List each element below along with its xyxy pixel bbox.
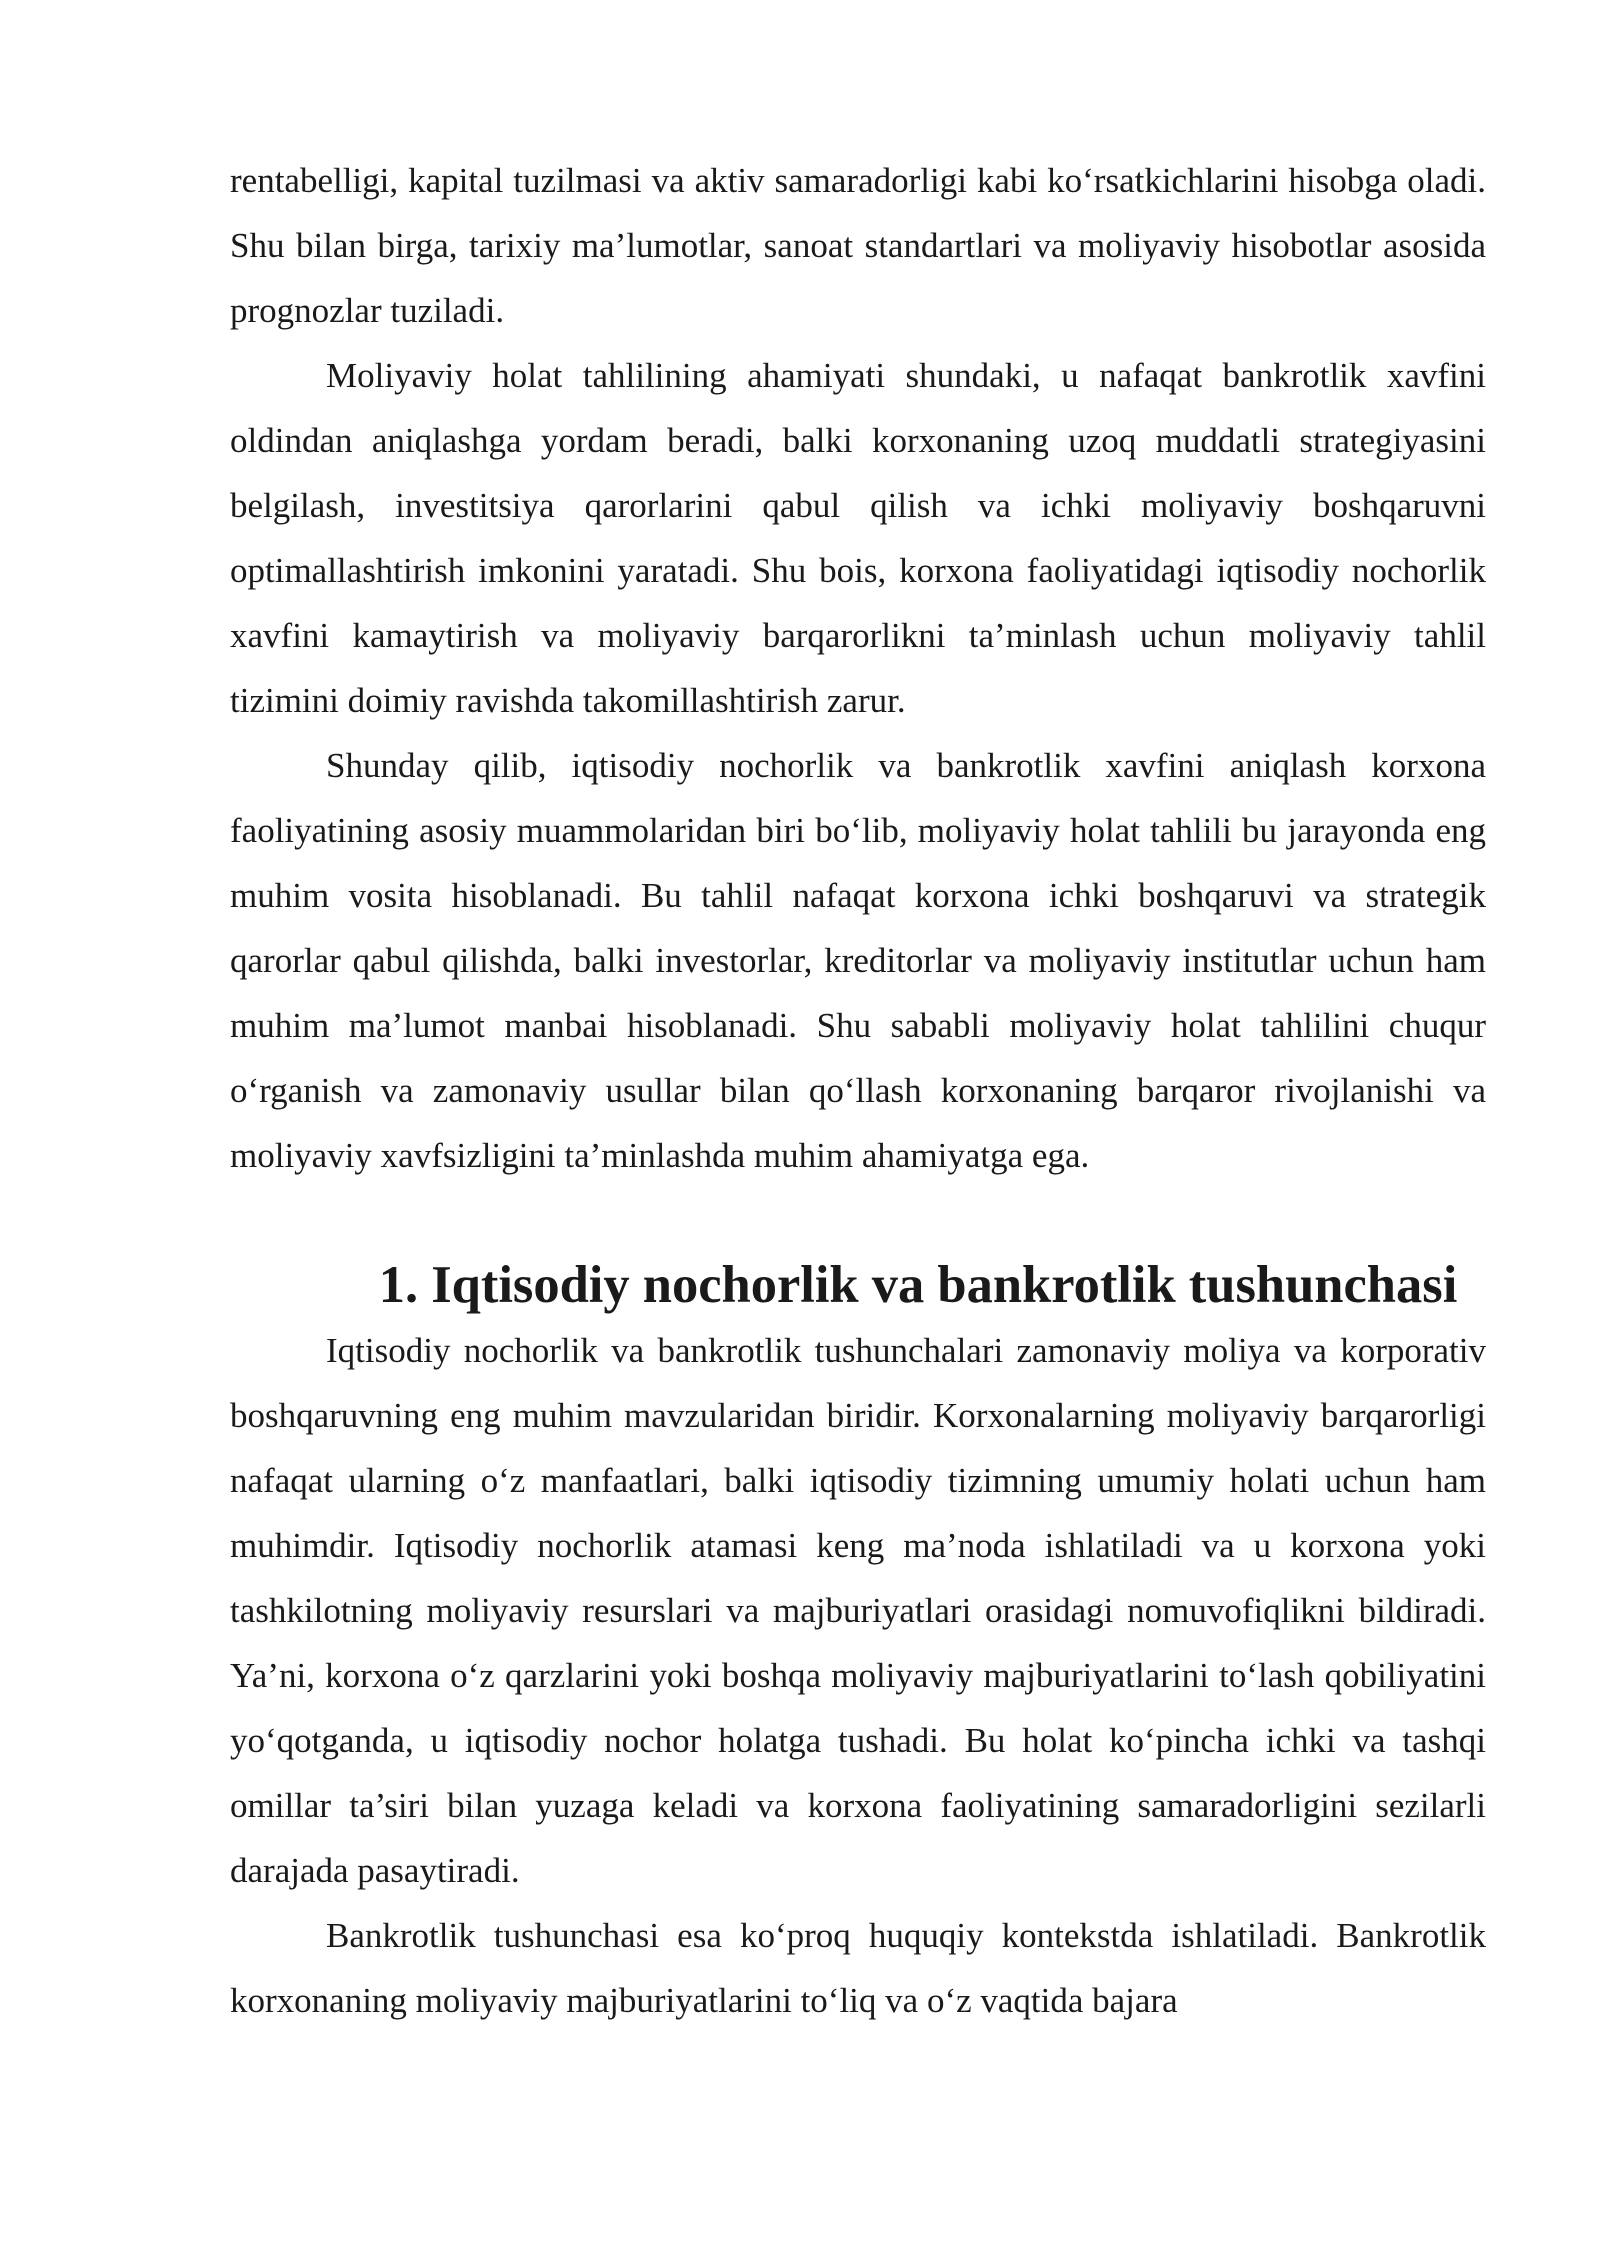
document-page: [230, 148, 1486, 2033]
paragraph-insolvency-definition: Iqtisodiy nochorlik va bankrotlik tushunchalari zamonaviy moliya va korporativ boshqaruvning eng muhim mavzularidan biridir. Korxonalarning moliyaviy barqarorligi nafaqat ularning o‘z manfaatlari, balki iqtisodiy tizimning umumiy holati uchun ham muhimdir. Iqtisodiy nochorlik atamasi keng ma’noda ishlatiladi va u korxona yoki tashkilotning moliyaviy resurslari va majburiyatlari orasidagi nomuvofiqlikni bildiradi. Ya’ni, korxona o‘z qarzlarini yoki boshqa moliyaviy majburiyatlarini to‘lash qobiliyatini yo‘qotganda, u iqtisodiy nochor holatga tushadi. Bu holat ko‘pincha ichki va tashqi omillar ta’siri bilan yuzaga keladi va korxona faoliyatining samaradorligini sezilarli darajada pasaytiradi.: [230, 1331, 1486, 1890]
section-heading: 1. Iqtisodiy nochorlik va bankrotlik tushunchasi: [378, 1256, 1458, 1314]
paragraph-conclusion: Shunday qilib, iqtisodiy nochorlik va bankrotlik xavfini aniqlash korxona faoliyatining asosiy muammolaridan biri bo‘lib, moliyaviy holat tahlili bu jarayonda eng muhim vosita hisoblanadi. Bu tahlil nafaqat korxona ichki boshqaruvi va strategik qarorlar qabul qilishda, balki investorlar, kreditorlar va moliyaviy institutlar uchun ham muhim ma’lumot manbai hisoblanadi. Shu sababli moliyaviy holat tahlilini chuqur o‘rganish va zamonaviy usullar bilan qo‘llash korxonaning barqaror rivojlanishi va moliyaviy xavfsizligini ta’minlashda muhim ahamiyatga ega.: [230, 746, 1486, 1175]
paragraph-analysis-importance: Moliyaviy holat tahlilining ahamiyati shundaki, u nafaqat bankrotlik xavfini oldindan aniqlashga yordam beradi, balki korxonaning uzoq muddatli strategiyasini belgilash, investitsiya qarorlarini qabul qilish va ichki moliyaviy boshqaruvni optimallashtirish imkonini yaratadi. Shu bois, korxona faoliyatidagi iqtisodiy nochorlik xavfini kamaytirish va moliyaviy barqarorlikni ta’minlash uchun moliyaviy tahlil tizimini doimiy ravishda takomillashtirish zarur.: [230, 356, 1486, 720]
paragraph-continuation: rentabelligi, kapital tuzilmasi va aktiv samaradorligi kabi ko‘rsatkichlarini hisobga oladi. Shu bilan birga, tarixiy ma’lumotlar, sanoat standartlari va moliyaviy hisobotlar asosida prognozlar tuziladi.: [230, 161, 1486, 330]
paragraph-bankruptcy-definition: Bankrotlik tushunchasi esa ko‘proq huquqiy kontekstda ishlatiladi. Bankrotlik korxonaning moliyaviy majburiyatlarini to‘liq va o‘z vaqtida bajara: [230, 1916, 1486, 2020]
